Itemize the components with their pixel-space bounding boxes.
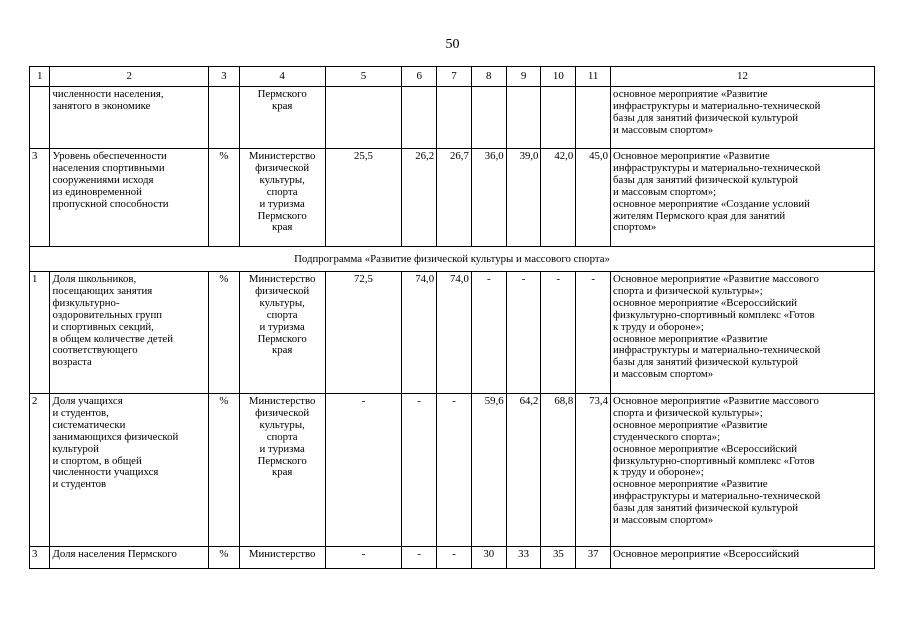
cell-value: -	[576, 272, 611, 394]
cell-number: 3	[30, 149, 50, 247]
cell-indicator: Доля школьников, посещающих занятия физкультурно- оздоровительных групп и спортивных секций, в общем количестве детей соответствующего возраста	[50, 272, 209, 394]
cell-value: 42,0	[541, 149, 576, 247]
header-cell: 8	[471, 67, 506, 87]
cell-value: -	[437, 394, 472, 547]
page-number: 50	[445, 37, 460, 52]
cell-value: 33	[506, 547, 541, 569]
cell-value: 36,0	[471, 149, 506, 247]
cell-value: 26,2	[402, 149, 437, 247]
cell-value: 25,5	[325, 149, 402, 247]
cell-value	[437, 87, 472, 149]
cell-unit: %	[209, 547, 240, 569]
header-cell: 9	[506, 67, 541, 87]
cell-value: -	[506, 272, 541, 394]
cell-value	[325, 87, 402, 149]
cell-number: 2	[30, 394, 50, 547]
cell-activities: основное мероприятие «Развитие инфраструктуры и материально-технической базы для занятий физической культурой и массовым спортом»	[611, 87, 875, 149]
subprogram-row	[30, 247, 875, 272]
cell-value: 73,4	[576, 394, 611, 547]
cell-value: -	[541, 272, 576, 394]
header-row	[30, 67, 875, 87]
cell-value: 74,0	[402, 272, 437, 394]
cell-unit	[209, 87, 240, 149]
cell-value: 35	[541, 547, 576, 569]
header-cell: 11	[576, 67, 611, 87]
cell-value: 26,7	[437, 149, 472, 247]
header-cell: 12	[611, 67, 875, 87]
header-cell: 4	[239, 67, 325, 87]
cell-value	[541, 87, 576, 149]
cell-value	[471, 87, 506, 149]
cell-indicator: Доля учащихся и студентов, систематически занимающихся физической культурой и спортом, в общей численности учащихся и студентов	[50, 394, 209, 547]
cell-indicator: Уровень обеспеченности населения спортивными сооружениями исходя из единовременной пропускной способности	[50, 149, 209, 247]
cell-value: -	[471, 272, 506, 394]
cell-unit: %	[209, 272, 240, 394]
cell-activities: Основное мероприятие «Развитие массового спорта и физической культуры»; основное мероприятие «Развитие студенческого спорта»; основное мероприятие «Всероссийский физкультурно-спортивный комплекс «Готов к труду и обороне»; основное мероприятие «Развитие инфраструктуры и материально-технической базы для занятий физической культурой и массовым спортом»	[611, 394, 875, 547]
header-cell: 5	[325, 67, 402, 87]
cell-value: 68,8	[541, 394, 576, 547]
cell-responsible: Министерство физической культуры, спорта и туризма Пермского края	[239, 394, 325, 547]
cell-activities: Основное мероприятие «Развитие инфраструктуры и материально-технической базы для занятий физической культурой и массовым спортом»; основное мероприятие «Создание условий жителям Пермского края для занятий спортом»	[611, 149, 875, 247]
header-cell: 7	[437, 67, 472, 87]
cell-value	[506, 87, 541, 149]
cell-number: 1	[30, 272, 50, 394]
cell-unit: %	[209, 394, 240, 547]
header-cell: 1	[30, 67, 50, 87]
cell-value: 72,5	[325, 272, 402, 394]
cell-unit: %	[209, 149, 240, 247]
cell-value: -	[402, 547, 437, 569]
cell-indicator: Доля населения Пермского	[50, 547, 209, 569]
cell-value: 45,0	[576, 149, 611, 247]
cell-activities: Основное мероприятие «Развитие массового спорта и физической культуры»; основное мероприятие «Всероссийский физкультурно-спортивный комплекс «Готов к труду и обороне»; основное мероприятие «Развитие инфраструктуры и материально-технической базы для занятий физической культурой и массовым спортом»	[611, 272, 875, 394]
cell-value: -	[402, 394, 437, 547]
cell-value: -	[325, 547, 402, 569]
cell-value: 30	[471, 547, 506, 569]
table-row	[30, 272, 875, 394]
cell-value: 39,0	[506, 149, 541, 247]
cell-responsible: Министерство физической культуры, спорта и туризма Пермского края	[239, 149, 325, 247]
cell-indicator: численности населения, занятого в экономике	[50, 87, 209, 149]
table-row	[30, 547, 875, 569]
header-cell: 10	[541, 67, 576, 87]
header-cell: 3	[209, 67, 240, 87]
cell-responsible: Министерство	[239, 547, 325, 569]
cell-activities: Основное мероприятие «Всероссийский	[611, 547, 875, 569]
cell-value: 74,0	[437, 272, 472, 394]
cell-value: -	[325, 394, 402, 547]
cell-number: 3	[30, 547, 50, 569]
cell-number	[30, 87, 50, 149]
cell-value	[576, 87, 611, 149]
header-cell: 2	[50, 67, 209, 87]
cell-value	[402, 87, 437, 149]
subprogram-title: Подпрограмма «Развитие физической культуры и массового спорта»	[30, 247, 875, 272]
cell-responsible: Министерство физической культуры, спорта и туризма Пермского края	[239, 272, 325, 394]
table-row	[30, 87, 875, 149]
header-cell: 6	[402, 67, 437, 87]
cell-value: 37	[576, 547, 611, 569]
table-row	[30, 394, 875, 547]
cell-responsible: Пермского края	[239, 87, 325, 149]
indicators-table	[29, 66, 875, 569]
cell-value: -	[437, 547, 472, 569]
cell-value: 64,2	[506, 394, 541, 547]
table-row	[30, 149, 875, 247]
cell-value: 59,6	[471, 394, 506, 547]
